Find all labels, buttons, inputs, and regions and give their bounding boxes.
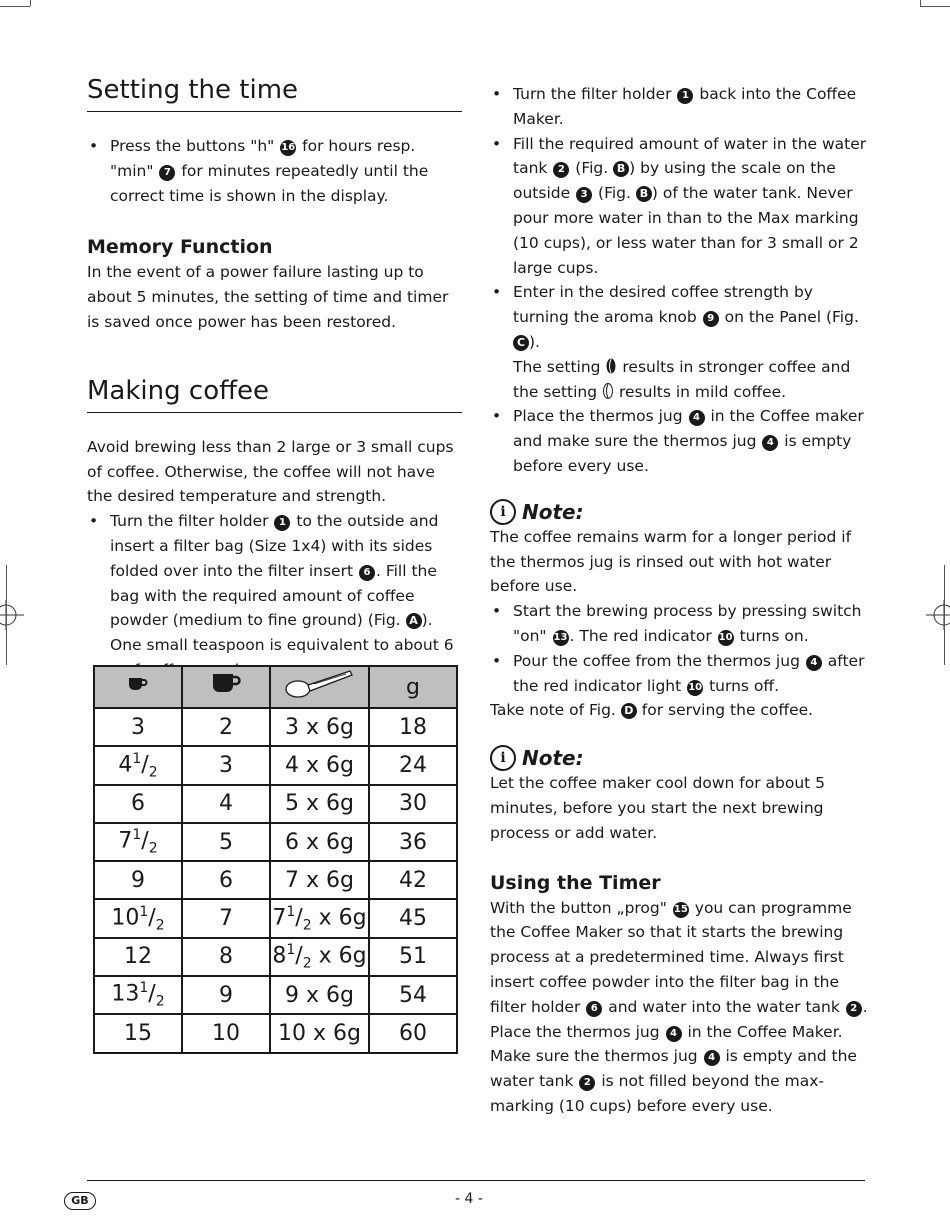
part-number-badge: 4 — [762, 435, 778, 451]
large-cups-cell: 3 — [182, 746, 270, 784]
spoons-suffix: x 6g — [311, 943, 367, 969]
small-cups-cell: 12 — [94, 938, 182, 976]
fraction-numerator: 1 — [286, 903, 296, 920]
language-badge: GB — [64, 1192, 96, 1210]
text-fragment: With the button „prog" — [490, 898, 667, 917]
part-number-badge: 6 — [586, 1001, 602, 1017]
large-cup-header — [182, 666, 270, 708]
start-brewing-bullet — [490, 599, 868, 649]
registration-mark-right — [926, 600, 950, 630]
making-coffee-intro: Avoid brewing less than 2 large or 3 small cups of coffee. Otherwise, the coffee will not have the desired temperature and strength. — [87, 437, 454, 506]
pour-coffee-bullet — [490, 649, 868, 699]
registration-line-right — [944, 565, 945, 665]
table-row — [94, 861, 457, 899]
small-cups-cell: 15 — [94, 1014, 182, 1052]
small-cups-cell: 6 — [94, 785, 182, 823]
text-fragment: results in mild coffee. — [618, 382, 787, 401]
text-fragment: Press the buttons "h" — [110, 137, 275, 155]
small-cups-cell: 3 — [94, 708, 182, 746]
fraction-denominator: 2 — [155, 994, 165, 1011]
figure-reference-badge: A — [406, 613, 422, 629]
table-row — [94, 976, 457, 1014]
info-icon: i — [490, 499, 516, 525]
text-fragment: ). — [529, 332, 540, 351]
fraction-denominator: 2 — [148, 764, 158, 781]
timer-paragraph-3 — [490, 1044, 868, 1118]
text-fragment: Start the brewing process by pressing switch "on" — [513, 602, 862, 645]
crop-mark-top-left — [30, 0, 31, 6]
registration-line-left — [6, 565, 7, 665]
table-row — [94, 785, 457, 823]
grams-cell: 42 — [369, 861, 457, 899]
figure-reference-badge: B — [636, 186, 652, 202]
small-cup-icon — [125, 674, 151, 694]
text-fragment: . The red indicator — [569, 626, 712, 645]
text-fragment: turns off. — [709, 676, 780, 695]
fraction-whole: 7 — [118, 828, 133, 854]
fraction-whole: 7 — [272, 905, 287, 931]
aroma-knob-bullet — [490, 280, 868, 404]
large-cup-icon — [210, 672, 242, 696]
text-fragment: for hours resp. "min" — [110, 137, 416, 180]
text-fragment: (Fig. — [598, 184, 631, 203]
setting-time-bullet — [87, 134, 462, 208]
making-coffee-list — [87, 509, 462, 683]
small-cup-header — [94, 666, 182, 708]
note-heading-1 — [490, 499, 868, 525]
spoons-cell: $8^1/_2$ x 6g — [270, 938, 369, 976]
spoons-cell: 9 x 6g — [270, 976, 369, 1014]
spoons-cell: 7 x 6g — [270, 861, 369, 899]
large-cups-cell: 7 — [182, 899, 270, 937]
text-fragment: after the red indicator light — [513, 651, 865, 695]
text-fragment: on the Panel (Fig. — [724, 308, 859, 327]
text-fragment: turns on. — [739, 626, 809, 645]
part-number-badge: 16 — [280, 140, 296, 156]
filter-holder-back-bullet — [490, 82, 868, 132]
grams-cell: 45 — [369, 899, 457, 937]
note-title: Note: — [522, 746, 584, 771]
text-fragment: back into the Coffee Maker. — [513, 85, 857, 128]
text-fragment: in the Coffee Maker. — [687, 1022, 843, 1041]
text-fragment: Place the thermos jug — [490, 1022, 660, 1041]
text-fragment: in the Coffee maker and make sure the thermos jug — [513, 407, 864, 451]
part-number-badge: 4 — [689, 410, 705, 426]
part-number-badge: 6 — [359, 565, 375, 581]
setting-time-heading: Setting the time — [87, 72, 462, 112]
text-fragment: ) of the water tank. Never pour more water in than to the Max marking (10 cups), or less water than for 3 small or 2 large cups. — [513, 184, 859, 277]
right-column — [490, 82, 868, 1119]
fraction-denominator: 2 — [148, 840, 158, 857]
grams-header: g — [369, 666, 457, 708]
fraction-whole: 13 — [111, 981, 140, 1007]
fraction-numerator: 1 — [139, 980, 149, 997]
filter-bag-bullet — [87, 509, 462, 683]
spoons-cell: 6 x 6g — [270, 823, 369, 861]
large-cups-cell: 6 — [182, 861, 270, 899]
large-cups-cell: 10 — [182, 1014, 270, 1052]
spoons-suffix: x 6g — [311, 905, 367, 931]
grams-cell: 36 — [369, 823, 457, 861]
table-row — [94, 899, 457, 937]
spoons-cell: 4 x 6g — [270, 746, 369, 784]
text-fragment: . — [862, 997, 868, 1016]
large-cups-cell: 2 — [182, 708, 270, 746]
fraction-whole: 10 — [111, 905, 140, 931]
note-heading-2 — [490, 745, 868, 771]
small-cups-cell: $4^1/_2$ — [94, 746, 182, 784]
grams-cell: 51 — [369, 938, 457, 976]
text-fragment: ) by using the scale on the outside — [513, 159, 836, 203]
text-fragment: is empty and the water tank — [490, 1047, 857, 1091]
small-cups-cell: $13^1/_2$ — [94, 976, 182, 1014]
spoons-cell: 5 x 6g — [270, 785, 369, 823]
text-fragment: . Fill the bag with the required amount of coffee powder (medium to fine ground) (Fig. — [110, 561, 437, 630]
part-number-badge: 1 — [677, 88, 693, 104]
text-fragment: is not filled beyond the max-marking (10 cups) before every use. — [490, 1072, 824, 1115]
strong-coffee-bean-icon — [605, 357, 617, 375]
text-fragment: Make sure the thermos jug — [490, 1047, 698, 1066]
measuring-spoon-icon — [284, 667, 356, 701]
part-number-badge: 4 — [806, 655, 822, 671]
timer-paragraph-2 — [490, 1020, 868, 1045]
text-fragment: is empty before every use. — [513, 432, 852, 475]
table-row — [94, 746, 457, 784]
text-fragment: you can programme the Coffee Maker so that it starts the brewing process at a predetermined time. Always first insert coffee powder into the filter bag in the filter holder — [490, 898, 852, 1016]
text-fragment: Take note of Fig. — [490, 701, 616, 720]
text-fragment: for minutes repeatedly until the correct time is shown in the display. — [110, 161, 429, 205]
note-1-text: The coffee remains warm for a longer period if the thermos jug is rinsed out with hot water before use. — [490, 527, 852, 596]
text-fragment: (Fig. — [575, 159, 609, 178]
memory-function-text: In the event of a power failure lasting up to about 5 minutes, the setting of time and timer is saved once power has been restored. — [87, 263, 449, 331]
part-number-badge: 7 — [159, 165, 175, 181]
text-fragment: and water into the water tank — [608, 997, 840, 1016]
fraction-numerator: 1 — [139, 903, 149, 920]
large-cups-cell: 8 — [182, 938, 270, 976]
text-fragment: The setting — [513, 357, 601, 376]
fraction-whole: 8 — [272, 943, 287, 969]
note-title: Note: — [522, 499, 584, 524]
spoons-cell: $7^1/_2$ x 6g — [270, 899, 369, 937]
table-row — [94, 823, 457, 861]
fill-water-bullet — [490, 132, 868, 281]
grams-cell: 30 — [369, 785, 457, 823]
text-fragment: ). One small teaspoon is equivalent to about 6 — [110, 611, 454, 655]
small-cups-cell: 9 — [94, 861, 182, 899]
memory-function-heading: Memory Function — [87, 236, 273, 259]
part-number-badge: 10 — [718, 630, 734, 646]
note-1-list — [490, 599, 868, 698]
info-icon: i — [490, 745, 516, 771]
text-fragment: results in stronger coffee and the setting — [513, 357, 851, 401]
large-cups-cell: 9 — [182, 976, 270, 1014]
part-number-badge: 10 — [687, 680, 703, 696]
table-row — [94, 938, 457, 976]
coffee-dosage-table — [93, 665, 458, 1054]
text-fragment: Place the thermos jug — [513, 407, 683, 426]
text-fragment: to the outside and insert a filter bag (Size 1x4) with its sides folded over into the filter insert — [110, 512, 439, 580]
text-fragment: Turn the filter holder — [513, 85, 672, 103]
setting-time-list — [87, 134, 462, 208]
grams-cell: 54 — [369, 976, 457, 1014]
fraction-numerator: 1 — [286, 942, 296, 959]
thermos-jug-bullet — [490, 404, 868, 478]
making-coffee-heading: Making coffee — [87, 373, 462, 413]
grams-cell: 60 — [369, 1014, 457, 1052]
footer-divider — [87, 1180, 865, 1181]
spoons-cell: 3 x 6g — [270, 708, 369, 746]
text-fragment: Turn the filter holder — [110, 512, 269, 531]
mild-coffee-bean-icon — [602, 382, 614, 400]
small-cups-cell: $10^1/_2$ — [94, 899, 182, 937]
spoons-cell: 10 x 6g — [270, 1014, 369, 1052]
text-fragment: Pour the coffee from the thermos jug — [513, 651, 800, 670]
large-cups-cell: 5 — [182, 823, 270, 861]
note-2-text: Let the coffee maker cool down for about 5 minutes, before you start the next brewing process or add water. — [490, 774, 826, 842]
part-number-badge: 2 — [579, 1075, 595, 1091]
figure-reference-badge: B — [613, 161, 629, 177]
small-cups-cell: $7^1/_2$ — [94, 823, 182, 861]
fraction-denominator: 2 — [155, 917, 165, 934]
table-row — [94, 708, 457, 746]
large-cups-cell: 4 — [182, 785, 270, 823]
fraction-whole: 4 — [118, 751, 133, 777]
part-number-badge: 15 — [673, 902, 689, 918]
using-timer-heading: Using the Timer — [490, 871, 661, 894]
timer-paragraph-1 — [490, 896, 868, 1020]
part-number-badge: 4 — [704, 1050, 720, 1066]
grams-cell: 24 — [369, 746, 457, 784]
part-number-badge: 2 — [553, 162, 569, 178]
part-number-badge: 13 — [553, 630, 569, 646]
part-number-badge: 3 — [576, 187, 592, 203]
crop-mark-top-right-h — [920, 6, 950, 7]
fraction-numerator: 1 — [132, 750, 142, 767]
text-fragment: Fill the required amount of water in the water tank — [513, 134, 867, 178]
table-row — [94, 1014, 457, 1052]
text-fragment: for serving the coffee. — [641, 701, 814, 720]
crop-mark-top-left-h — [0, 6, 30, 7]
table-header-row — [94, 666, 457, 708]
serving-note — [490, 698, 868, 723]
spoon-header — [270, 666, 369, 708]
page-number: - 4 - — [455, 1191, 483, 1207]
figure-reference-badge: C — [513, 335, 529, 351]
right-instruction-list — [490, 82, 868, 479]
text-fragment: Enter in the desired coffee strength by turning the aroma knob — [513, 283, 813, 327]
part-number-badge: 4 — [666, 1026, 682, 1042]
registration-mark-left — [0, 600, 24, 630]
part-number-badge: 9 — [703, 311, 719, 327]
part-number-badge: 2 — [846, 1001, 862, 1017]
figure-reference-badge: D — [621, 703, 637, 719]
left-column — [87, 72, 462, 683]
grams-cell: 18 — [369, 708, 457, 746]
part-number-badge: 1 — [274, 515, 290, 531]
fraction-denominator: 2 — [302, 917, 312, 934]
fraction-numerator: 1 — [132, 827, 142, 844]
fraction-denominator: 2 — [302, 955, 312, 972]
